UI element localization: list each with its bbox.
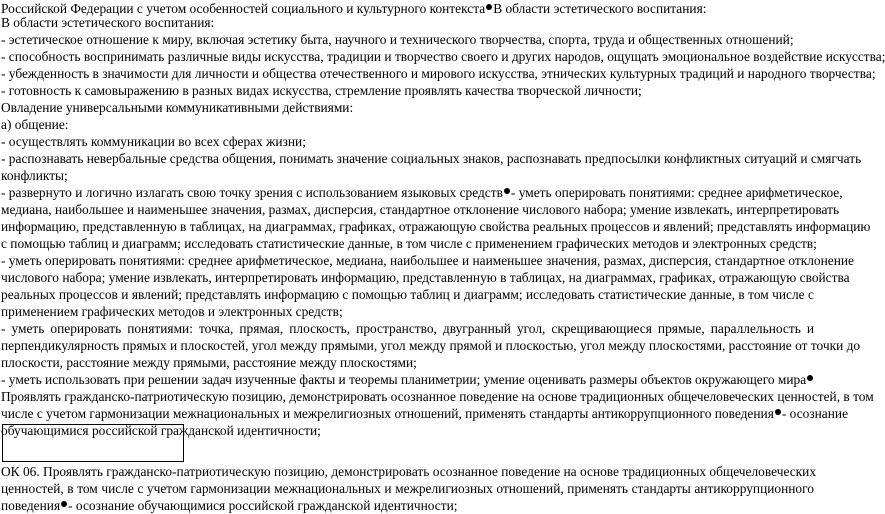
bullet-icon [775, 409, 781, 415]
text-line: Проявлять гражданско-патриотическую позицию, демонстрировать осознанное поведение на основе традиционных общечеловеческих ценностей, в том [1, 389, 874, 404]
text-line: - эстетическое отношение к миру, включая эстетику быта, научного и технического творчества, спорта, труда и общественных отношений; [1, 32, 794, 47]
text-fragment: - уметь использовать при решении задач изученные факты и теоремы планиметрии; умение оценивать размеры объектов окружающего мира [1, 372, 807, 387]
bullet-icon [807, 375, 813, 381]
text-line: обучающимися российской гражданской идентичности; [1, 423, 321, 438]
text-line: информацию, представленную в таблицах, на диаграммах, графиках, отражающую свойства реальных процессов и явлений; представлять информацию [1, 219, 871, 234]
text-line: перпендикулярность прямых и плоскостей, угол между прямыми, угол между прямой и плоскостью, угол между плоскостями, расстояние от точки до [1, 338, 861, 353]
text-line: - уметь оперировать понятиями: точка, прямая, плоскость, пространство, двугранный угол, скрещивающиеся прямые, параллельность и [1, 321, 814, 336]
bullet-icon [486, 4, 492, 10]
text-line: Овладение универсальными коммуникативными действиями: [1, 100, 354, 115]
text-fragment: - осознание обучающимися российской гражданской идентичности; [68, 498, 458, 513]
text-fragment: числе с учетом гармонизации межнациональных и межрелигиозных отношений, применять стандарты антикоррупционного поведения [1, 406, 774, 421]
text-line: - распознавать невербальные средства общения, понимать значение социальных знаков, распознавать предпосылки конфликтных ситуаций и смягчать [1, 151, 862, 166]
text-line [1, 371, 814, 388]
text-line: числового набора; умение извлекать, интерпретировать информацию, представленную в таблицах, на диаграммах, графиках, отражающую свойства [1, 270, 850, 285]
text-fragment: - уметь оперировать понятиями: среднее арифметическое, [510, 185, 843, 200]
text-line: - уметь оперировать понятиями: среднее арифметическое, медиана, наибольшее и наименьшее значения, размах, дисперсия, стандартное отклонение [1, 253, 854, 268]
text-line: ОК 06. Проявлять гражданско-патриотическую позицию, демонстрировать осознанное поведение на основе традиционных общечеловеческих [1, 464, 817, 479]
text-line [1, 405, 848, 422]
text-fragment: Российской Федерации с учетом особенностей социального и культурного контекста [1, 1, 486, 16]
text-line: реальных процессов и явлений; представлять информацию с помощью таблиц и диаграмм; исследовать статистические данные, в том числе с [1, 287, 814, 302]
text-line: конфликты; [1, 168, 68, 183]
text-line [1, 497, 458, 514]
text-line: - готовность к самовыражению в разных видах искусства, стремление проявлять качества творческой личности; [1, 83, 642, 98]
text-line: с помощью таблиц и диаграмм; исследовать статистические данные, в том числе с применением графических методов и электронных средств; [1, 236, 817, 251]
text-line: В области эстетического воспитания: [1, 15, 215, 30]
text-line: - убежденность в значимости для личности и общества отечественного и мирового искусства, этнических культурных традиций и народного творчества; [1, 66, 876, 81]
text-line: - осуществлять коммуникации во всех сферах жизни; [1, 134, 306, 149]
text-line: плоскости, расстояние между прямыми, расстояние между плоскостями; [1, 355, 417, 370]
empty-frame [2, 424, 184, 462]
bullet-icon [504, 188, 510, 194]
text-fragment: - развернуто и логично излагать свою точку зрения с использованием языковых средств [1, 185, 503, 200]
text-fragment: - осознание [781, 406, 849, 421]
text-line [1, 184, 843, 201]
text-line: медиана, наибольшее и наименьшее значения, размах, дисперсия, стандартное отклонение числового набора; умение извлекать, интерпретировать [1, 202, 840, 217]
text-line: ценностей, в том числе с учетом гармонизации межнациональных и межрелигиозных отношений, применять стандарты антикоррупционного [1, 481, 814, 496]
text-line: - способность воспринимать различные виды искусства, традиции и творчество своего и других народов, ощущать эмоциональное воздействие искусства; [1, 49, 885, 64]
text-fragment: поведения [1, 498, 61, 513]
text-fragment: В области эстетического воспитания: [493, 1, 707, 16]
text-line: применением графических методов и электронных средств; [1, 304, 343, 319]
bullet-icon [61, 501, 67, 507]
text-line: а) общение: [1, 117, 69, 132]
